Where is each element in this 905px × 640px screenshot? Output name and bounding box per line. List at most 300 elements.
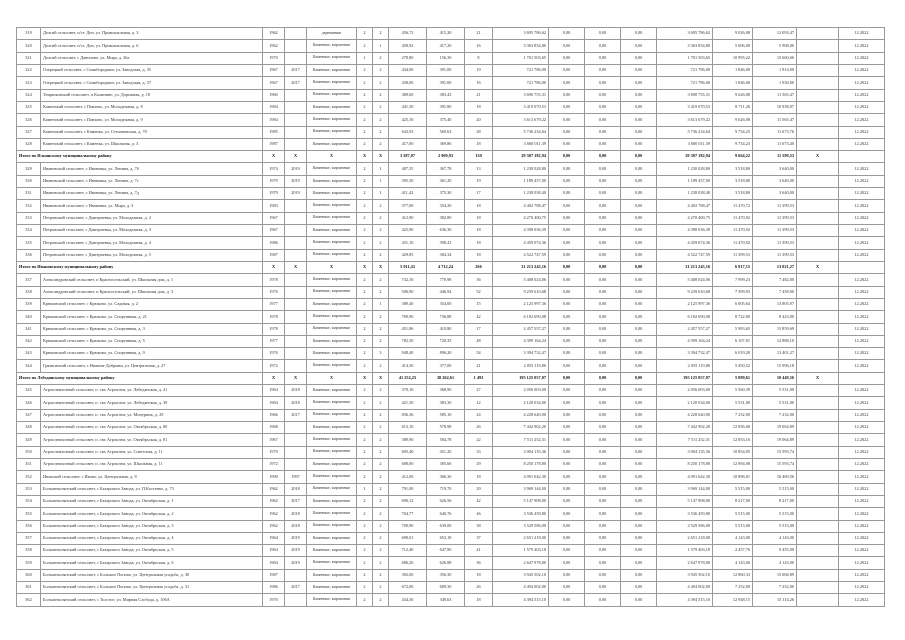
- table-row: [17, 298, 885, 310]
- cell-c7: [797, 385, 839, 397]
- cell-area_living: 354,20: [427, 200, 465, 212]
- cell-c2: 0,00: [585, 508, 621, 520]
- cell-walls: Каменные, кирпичные: [307, 495, 357, 507]
- cell-entrances: 2: [373, 114, 389, 126]
- cell-c1: 0,00: [549, 261, 585, 273]
- cell-walls: Каменные, кирпичные: [307, 434, 357, 446]
- cell-floors: 2: [357, 101, 373, 113]
- cell-walls: Каменные, кирпичные: [307, 126, 357, 138]
- cell-n: 334: [17, 225, 41, 237]
- cell-c1: 0,00: [549, 126, 585, 138]
- table-row: [17, 249, 885, 261]
- cell-year: 1984: [263, 114, 285, 126]
- cell-date: 12.2022: [839, 557, 885, 569]
- cell-entrances: 2: [373, 409, 389, 421]
- cell-c1: 0,00: [549, 348, 585, 360]
- cell-floors: X: [357, 261, 373, 273]
- table-row: [17, 77, 885, 89]
- cell-c6: 15 660,66: [753, 52, 797, 64]
- cell-entrances: 2: [373, 249, 389, 261]
- cell-entrances: 2: [373, 446, 389, 458]
- cell-entrances: 2: [373, 64, 389, 76]
- cell-c5: 9 734,23: [713, 126, 753, 138]
- cell-date: 12.2022: [839, 532, 885, 544]
- total-row: [17, 261, 885, 273]
- cell-residents: 36: [465, 557, 493, 569]
- cell-c6: 3 640,00: [753, 175, 797, 187]
- cell-c5: 4 143,00: [713, 557, 753, 569]
- cell-c7: [797, 28, 839, 40]
- cell-n: 338: [17, 286, 41, 298]
- cell-address: Большеполянский сельсовет, с Большое Попово, ул. Центральная усадьба, д. 31: [41, 582, 263, 594]
- cell-area_living: 736,88: [427, 311, 465, 323]
- table-row: [17, 520, 885, 532]
- cell-c3: 0,00: [621, 458, 657, 470]
- cell-c4: 4 399 164,24: [657, 335, 713, 347]
- cell-year: 1967: [263, 225, 285, 237]
- cell-c1: 0,00: [549, 409, 585, 421]
- cell-c1: 0,00: [549, 594, 585, 607]
- cell-c7: [797, 545, 839, 557]
- cell-n: Итого по Лебедянскому муниципальному району: [17, 372, 263, 384]
- cell-rep_year: 2018: [285, 385, 307, 397]
- cell-area_total: 732,10: [389, 274, 427, 286]
- cell-c3: 0,00: [621, 409, 657, 421]
- cell-c7: [797, 557, 839, 569]
- cell-area_total: 688,00: [389, 458, 427, 470]
- cell-area_total: 370,10: [389, 385, 427, 397]
- table-row: [17, 508, 885, 520]
- cell-c2: 0,00: [585, 434, 621, 446]
- cell-walls: Каменные, кирпичные: [307, 40, 357, 52]
- cell-area_living: 391,80: [427, 101, 465, 113]
- cell-area_living: 640,76: [427, 508, 465, 520]
- cell-c7: [797, 594, 839, 607]
- cell-c2: 0,00: [585, 237, 621, 249]
- cell-c6: 10 938,07: [753, 101, 797, 113]
- cell-cost_total: 2 651 218,00: [493, 532, 549, 544]
- cell-year: 1979: [263, 175, 285, 187]
- cell-c7: [797, 175, 839, 187]
- table-row: [17, 212, 885, 224]
- cell-cost_total: 3 394 732,47: [493, 348, 549, 360]
- cell-year: X: [263, 261, 285, 273]
- cell-rep_year: [285, 225, 307, 237]
- cell-entrances: 2: [373, 101, 389, 113]
- cell-c1: 0,00: [549, 52, 585, 64]
- cell-c7: [797, 569, 839, 581]
- cell-date: 12.2022: [839, 471, 885, 483]
- cell-year: 1967: [263, 64, 285, 76]
- cell-c5: 9 664,22: [713, 151, 753, 163]
- cell-floors: 2: [357, 64, 373, 76]
- cell-area_total: 613,10: [389, 422, 427, 434]
- cell-area_total: 392,00: [389, 569, 427, 581]
- cell-area_living: 410,80: [427, 323, 465, 335]
- cell-rep_year: [285, 89, 307, 101]
- table-row: [17, 335, 885, 347]
- cell-c3: 0,00: [621, 495, 657, 507]
- cell-n: 353: [17, 483, 41, 495]
- cell-floors: 2: [357, 237, 373, 249]
- cell-walls: Каменные, кирпичные: [307, 77, 357, 89]
- cell-year: 1986: [263, 582, 285, 594]
- cell-rep_year: [285, 52, 307, 64]
- cell-area_total: 672,00: [389, 582, 427, 594]
- cell-c5: 5 983,65: [713, 323, 753, 335]
- cell-c2: 0,00: [585, 298, 621, 310]
- cell-area_living: 451,20: [427, 446, 465, 458]
- cell-date: 12.2022: [839, 422, 885, 434]
- cell-residents: 18: [465, 138, 493, 150]
- cell-c6: 15 593,74: [753, 458, 797, 470]
- cell-address: Ивовский сельсовет, с Ивово, ул. Центральная, д. 8: [41, 471, 263, 483]
- cell-area_total: 434,30: [389, 594, 427, 607]
- cell-c7: [797, 200, 839, 212]
- cell-c3: 0,00: [621, 212, 657, 224]
- cell-area_living: 636,30: [427, 225, 465, 237]
- cell-walls: X: [307, 261, 357, 273]
- cell-c7: [797, 212, 839, 224]
- cell-c2: 0,00: [585, 532, 621, 544]
- cell-walls: Каменные, кирпичные: [307, 274, 357, 286]
- cell-n: 348: [17, 422, 41, 434]
- cell-c3: 0,00: [621, 249, 657, 261]
- cell-c4: 4 522 747,59: [657, 249, 713, 261]
- cell-area_living: 626,56: [427, 495, 465, 507]
- cell-area_total: 700,90: [389, 520, 427, 532]
- cell-cost_total: 4 091 642,30: [493, 471, 549, 483]
- cell-entrances: 2: [373, 495, 389, 507]
- cell-c7: [797, 163, 839, 175]
- cell-c6: 15 593,74: [753, 446, 797, 458]
- registry-table: [16, 27, 884, 607]
- cell-residents: 18: [465, 237, 493, 249]
- cell-cost_total: 3 690 755,31: [493, 89, 549, 101]
- cell-n: 329: [17, 163, 41, 175]
- cell-area_total: 412,00: [389, 471, 427, 483]
- cell-cost_total: 4 270 400,75: [493, 212, 549, 224]
- table-row: [17, 594, 885, 607]
- cell-c6: 9 455,00: [753, 545, 797, 557]
- cell-area_living: 626,88: [427, 557, 465, 569]
- cell-c4: 4 459 074,36: [657, 237, 713, 249]
- cell-c7: [797, 495, 839, 507]
- cell-c5: 6 005,64: [713, 298, 753, 310]
- cell-c4: 1 238 038,40: [657, 188, 713, 200]
- cell-entrances: 2: [373, 212, 389, 224]
- cell-date: [839, 261, 885, 273]
- cell-walls: Каменные, кирпичные: [307, 225, 357, 237]
- cell-c4: 4 494 002,00: [657, 582, 713, 594]
- cell-rep_year: [285, 138, 307, 150]
- cell-c4: 7 511 252,31: [657, 434, 713, 446]
- cell-cost_total: 9 239 610,68: [493, 286, 549, 298]
- cell-year: 1962: [263, 508, 285, 520]
- cell-address: Долгий сельсовет, п/ст. Дон, ул. Привокзальная, д. 3: [41, 28, 263, 40]
- cell-n: Итого по Ивановскому муниципальному району: [17, 261, 263, 273]
- cell-c2: 0,00: [585, 77, 621, 89]
- cell-entrances: 2: [373, 200, 389, 212]
- cell-c6: 7 482,00: [753, 274, 797, 286]
- cell-n: 345: [17, 385, 41, 397]
- cell-floors: 2: [357, 446, 373, 458]
- cell-c4: 5 736 234,64: [657, 126, 713, 138]
- cell-n: 340: [17, 311, 41, 323]
- cell-c5: 9 626,08: [713, 114, 753, 126]
- cell-area_total: 686,20: [389, 557, 427, 569]
- cell-rep_year: 2018: [285, 397, 307, 409]
- cell-c5: 3 518,80: [713, 175, 753, 187]
- cell-residents: 12: [465, 397, 493, 409]
- cell-cost_total: 7 442 902,20: [493, 422, 549, 434]
- cell-n: 356: [17, 520, 41, 532]
- cell-c6: 19 064,89: [753, 422, 797, 434]
- cell-address: Грязновский сельсовет, с Нижние Добрыни, ул. Центральная, д. 27: [41, 360, 263, 372]
- cell-address: Большеполянский сельсовет, с Бахарского Завода, ул. Октябрьская, д. 2: [41, 508, 263, 520]
- cell-rep_year: 2018: [285, 508, 307, 520]
- cell-c7: X: [797, 372, 839, 384]
- cell-walls: Каменные, кирпичные: [307, 458, 357, 470]
- cell-address: Каменский сельсовет, с Павлово, ул. Молодежная, д. 9: [41, 114, 263, 126]
- cell-date: 12.2022: [839, 520, 885, 532]
- cell-year: 1964: [263, 545, 285, 557]
- cell-entrances: X: [373, 372, 389, 384]
- cell-walls: Каменные, кирпичные: [307, 286, 357, 298]
- cell-floors: 2: [357, 508, 373, 520]
- cell-c7: X: [797, 151, 839, 163]
- cell-c1: 0,00: [549, 335, 585, 347]
- cell-area_living: 156,30: [427, 52, 465, 64]
- cell-c2: 0,00: [585, 385, 621, 397]
- cell-c7: [797, 249, 839, 261]
- cell-c4: 721 786,00: [657, 77, 713, 89]
- cell-year: 1979: [263, 188, 285, 200]
- cell-year: 1978: [263, 311, 285, 323]
- cell-residents: 29: [465, 458, 493, 470]
- cell-date: 12.2022: [839, 225, 885, 237]
- cell-cost_total: 4 459 074,36: [493, 237, 549, 249]
- cell-address: Каменский сельсовет, с Каменка, ул. Степановская, д. 70: [41, 126, 263, 138]
- cell-c4: 3 695 786,62: [657, 28, 713, 40]
- cell-n: 343: [17, 348, 41, 360]
- cell-c3: 0,00: [621, 40, 657, 52]
- cell-entrances: 2: [373, 557, 389, 569]
- cell-address: Большеполянский сельсовет, с Бахарского Завода, ул. П.Костенко, д. 73: [41, 483, 263, 495]
- cell-date: 12.2022: [839, 28, 885, 40]
- cell-walls: Каменные, кирпичные: [307, 237, 357, 249]
- cell-entrances: 2: [373, 471, 389, 483]
- cell-c3: 0,00: [621, 175, 657, 187]
- cell-c7: [797, 397, 839, 409]
- cell-date: 12.2022: [839, 212, 885, 224]
- cell-floors: 2: [357, 286, 373, 298]
- cell-year: 1964: [263, 532, 285, 544]
- cell-c1: 0,00: [549, 249, 585, 261]
- cell-residents: 24: [465, 409, 493, 421]
- cell-n: 324: [17, 89, 41, 101]
- cell-area_total: 643,93: [389, 126, 427, 138]
- cell-c2: 0,00: [585, 225, 621, 237]
- table-row: [17, 138, 885, 150]
- cell-c3: 0,00: [621, 446, 657, 458]
- cell-c5: 7 232,00: [713, 409, 753, 421]
- cell-c4: 1 230 028,80: [657, 163, 713, 175]
- cell-c6: 3 640,00: [753, 163, 797, 175]
- cell-c2: 0,00: [585, 471, 621, 483]
- cell-c4: 2 651 218,00: [657, 532, 713, 544]
- cell-date: [839, 151, 885, 163]
- cell-c3: 0,00: [621, 582, 657, 594]
- cell-area_living: 585,16: [427, 409, 465, 421]
- cell-c6: 11 399,53: [753, 212, 797, 224]
- cell-residents: 36: [465, 274, 493, 286]
- cell-area_total: 425,90: [389, 225, 427, 237]
- cell-c4: 7 442 902,20: [657, 422, 713, 434]
- cell-rep_year: [285, 237, 307, 249]
- cell-rep_year: [285, 594, 307, 607]
- cell-cost_total: 5 736 234,64: [493, 126, 549, 138]
- cell-area_living: 391,00: [427, 77, 465, 89]
- cell-date: 12.2022: [839, 446, 885, 458]
- cell-c2: 0,00: [585, 483, 621, 495]
- cell-c2: 0,00: [585, 249, 621, 261]
- cell-entrances: 2: [373, 52, 389, 64]
- cell-date: 12.2022: [839, 335, 885, 347]
- cell-address: Долгий сельсовет, п/ст. Дон, ул. Привокзальная, д. 6: [41, 40, 263, 52]
- cell-c3: 0,00: [621, 188, 657, 200]
- cell-c7: [797, 483, 839, 495]
- cell-date: 12.2022: [839, 409, 885, 421]
- cell-floors: 2: [357, 114, 373, 126]
- cell-c6: 11 673,76: [753, 126, 797, 138]
- cell-c3: 0,00: [621, 360, 657, 372]
- cell-rep_year: 1997: [285, 471, 307, 483]
- cell-date: 12.2022: [839, 126, 885, 138]
- cell-year: 1972: [263, 360, 285, 372]
- cell-address: Агроплемхозный сельсовет, п. свх Агроплем, ул. Октябрьская, д. 80: [41, 422, 263, 434]
- cell-floors: 2: [357, 557, 373, 569]
- cell-cost_total: 4 228 640,00: [493, 409, 549, 421]
- cell-c6: 3 640,00: [753, 188, 797, 200]
- cell-area_living: 349,63: [427, 594, 465, 607]
- cell-residents: 18: [465, 225, 493, 237]
- cell-c7: [797, 286, 839, 298]
- cell-c6: 11 399,53: [753, 200, 797, 212]
- cell-residents: 13: [465, 163, 493, 175]
- cell-c5: 11 399,53: [713, 249, 753, 261]
- table-row: [17, 311, 885, 323]
- cell-area_living: 377,00: [427, 360, 465, 372]
- cell-residents: 1 493: [465, 372, 493, 384]
- cell-cost_total: 4 402 788,47: [493, 200, 549, 212]
- cell-c4: 4 394 515,10: [657, 594, 713, 607]
- cell-rep_year: 2018: [285, 483, 307, 495]
- cell-c1: 0,00: [549, 532, 585, 544]
- cell-n: 359: [17, 557, 41, 569]
- cell-cost_total: 1 230 028,80: [493, 163, 549, 175]
- table-row: [17, 545, 885, 557]
- cell-year: 1976: [263, 348, 285, 360]
- cell-c3: 0,00: [621, 385, 657, 397]
- cell-c5: 12 853,16: [713, 434, 753, 446]
- cell-floors: X: [357, 372, 373, 384]
- cell-c3: 0,00: [621, 434, 657, 446]
- cell-c5: 3 518,80: [713, 188, 753, 200]
- cell-area_living: 639,00: [427, 520, 465, 532]
- cell-year: 1964: [263, 557, 285, 569]
- cell-c2: 0,00: [585, 64, 621, 76]
- cell-date: 12.2022: [839, 397, 885, 409]
- cell-c2: 0,00: [585, 335, 621, 347]
- cell-c1: 0,00: [549, 385, 585, 397]
- cell-rep_year: X: [285, 261, 307, 273]
- cell-c3: 0,00: [621, 114, 657, 126]
- cell-residents: 21: [465, 89, 493, 101]
- cell-c7: [797, 114, 839, 126]
- cell-walls: Каменные, кирпичные: [307, 360, 357, 372]
- cell-c3: 0,00: [621, 311, 657, 323]
- cell-c4: 1 189 457,00: [657, 175, 713, 187]
- cell-cost_total: 3 945 502,10: [493, 569, 549, 581]
- cell-residents: 33: [465, 446, 493, 458]
- cell-area_living: 446,94: [427, 286, 465, 298]
- table-row: [17, 458, 885, 470]
- cell-walls: Каменные, кирпичные: [307, 64, 357, 76]
- cell-n: 321: [17, 52, 41, 64]
- cell-date: 12.2022: [839, 249, 885, 261]
- cell-c3: 0,00: [621, 557, 657, 569]
- cell-walls: Каменные, кирпичные: [307, 163, 357, 175]
- table-row: [17, 64, 885, 76]
- cell-c4: 3 600 011,39: [657, 138, 713, 150]
- cell-n: 330: [17, 175, 41, 187]
- cell-rep_year: [285, 40, 307, 52]
- cell-c6: 11 565,47: [753, 89, 797, 101]
- cell-year: 1977: [263, 298, 285, 310]
- cell-c2: 0,00: [585, 495, 621, 507]
- cell-area_total: 836,36: [389, 409, 427, 421]
- cell-area_total: 791,00: [389, 483, 427, 495]
- cell-address: Петровский сельсовет, с Дмитриевка, ул. Молодежная, д. 5: [41, 249, 263, 261]
- cell-c4: 8 250 178,80: [657, 458, 713, 470]
- cell-walls: Каменные, кирпичные: [307, 101, 357, 113]
- cell-n: 320: [17, 40, 41, 52]
- cell-c2: 0,00: [585, 175, 621, 187]
- cell-rep_year: 2017: [285, 64, 307, 76]
- cell-date: 12.2022: [839, 495, 885, 507]
- cell-n: 319: [17, 28, 41, 40]
- cell-area_total: 41 252,25: [389, 372, 427, 384]
- cell-c4: 9 239 610,68: [657, 286, 713, 298]
- cell-c4: 2 056 003,00: [657, 385, 713, 397]
- cell-floors: 2: [357, 458, 373, 470]
- cell-area_total: 712,40: [389, 545, 427, 557]
- cell-c2: 0,00: [585, 545, 621, 557]
- cell-residents: 22: [465, 434, 493, 446]
- table-row: [17, 200, 885, 212]
- cell-walls: Каменные, кирпичные: [307, 114, 357, 126]
- cell-walls: Каменные, кирпичные: [307, 200, 357, 212]
- cell-area_total: 5 011,43: [389, 261, 427, 273]
- cell-year: 1964: [263, 385, 285, 397]
- cell-c2: 0,00: [585, 422, 621, 434]
- cell-c4: 4 402 788,47: [657, 200, 713, 212]
- cell-c6: 8 217,00: [753, 495, 797, 507]
- cell-floors: 2: [357, 360, 373, 372]
- cell-floors: 2: [357, 126, 373, 138]
- cell-n: 322: [17, 64, 41, 76]
